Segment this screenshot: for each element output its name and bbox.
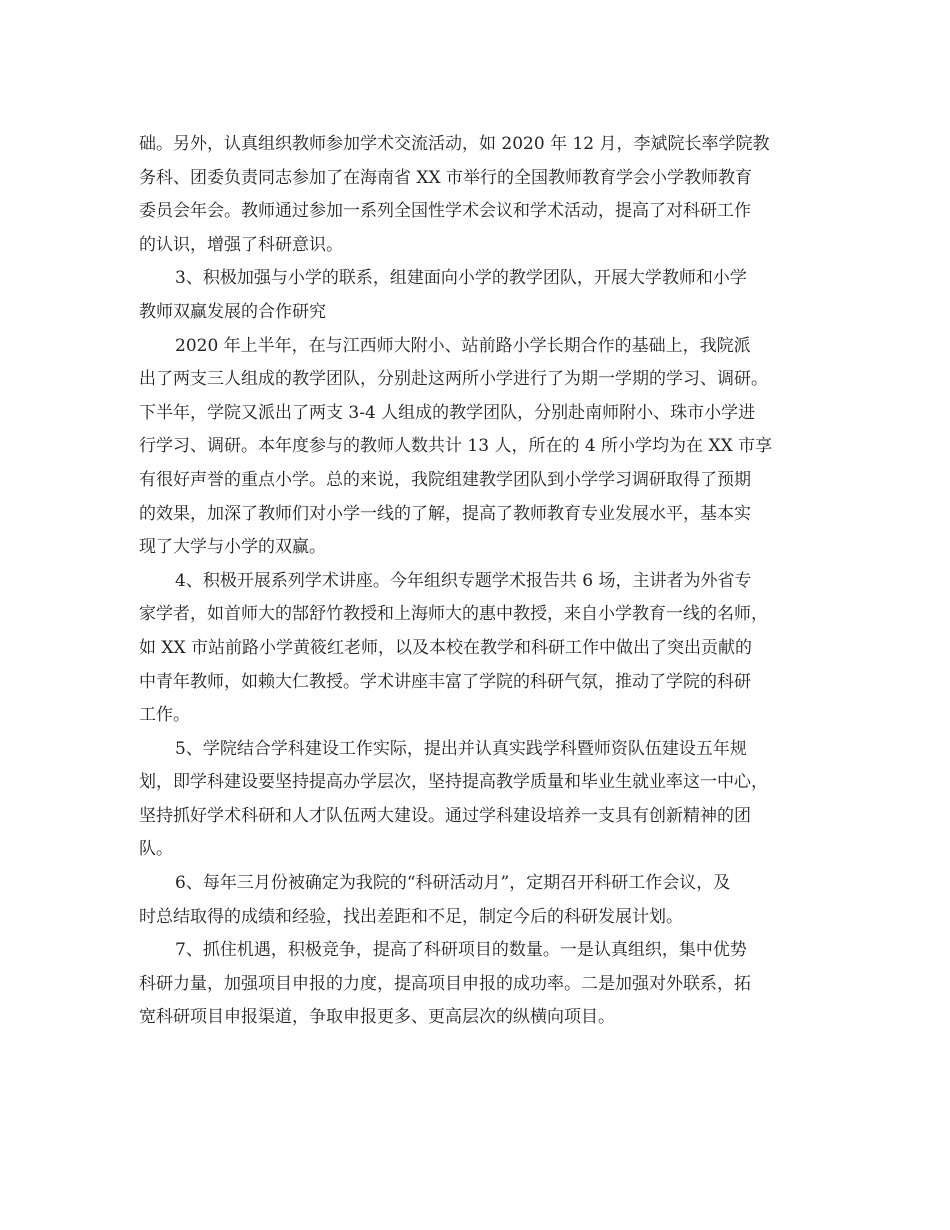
text-line: 教师双赢发展的合作研究 — [139, 301, 326, 322]
text-line: 如 XX 市站前路小学黄筱红老师，以及本校在教学和科研工作中做出了突出贡献的 — [139, 637, 753, 658]
text-line: 宽科研项目申报渠道，争取申报更多、更高层次的纵横向项目。 — [139, 1007, 615, 1028]
text-line: 有很好声誉的重点小学。总的来说，我院组建教学团队到小学学习调研取得了预期 — [139, 469, 751, 490]
text-line: 时总结取得的成绩和经验，找出差距和不足，制定今后的科研发展计划。 — [139, 906, 683, 927]
text-line: 队。 — [139, 839, 173, 860]
text-line: 工作。 — [139, 705, 190, 726]
text-line: 家学者，如首师大的郜舒竹教授和上海师大的惠中教授，来自小学教育一线的名师， — [139, 604, 768, 625]
text-line: 坚持抓好学术科研和人才队伍两大建设。通过学科建设培养一支具有创新精神的团 — [139, 805, 751, 826]
text-line: 的效果，加深了教师们对小学一线的了解，提高了教师教育专业发展水平，基本实 — [139, 503, 751, 524]
text-line: 行学习、调研。本年度参与的教师人数共计 13 人，所在的 4 所小学均为在 XX 市享 — [139, 436, 773, 457]
text-line: 委员会年会。教师通过参加一系列全国性学术会议和学术活动，提高了对科研工作 — [139, 201, 751, 222]
text-line: 出了两支三人组成的教学团队，分别赴这两所小学进行了为期一学期的学习、调研。 — [139, 369, 768, 390]
text-line: 中青年教师，如赖大仁教授。学术讲座丰富了学院的科研气氛，推动了学院的科研 — [139, 671, 751, 692]
text-line: 科研力量，加强项目申报的力度，提高项目申报的成功率。二是加强对外联系，拓 — [139, 973, 751, 994]
text-line: 5、学院结合学科建设工作实际，提出并认真实践学科暨师资队伍建设五年规 — [175, 738, 747, 759]
text-line: 2020 年上半年，在与江西师大附小、站前路小学长期合作的基础上，我院派 — [175, 335, 751, 356]
text-line: 4、积极开展系列学术讲座。今年组织专题学术报告共 6 场，主讲者为外省专 — [175, 570, 752, 591]
text-line: 下半年，学院又派出了两支 3-4 人组成的教学团队，分别赴南师附小、珠市小学进 — [139, 402, 756, 423]
text-line: 划，即学科建设要坚持提高办学层次，坚持提高教学质量和毕业生就业率这一中心， — [139, 772, 768, 793]
text-line: 的认识，增强了科研意识。 — [139, 234, 343, 255]
text-line: 务科、团委负责同志参加了在海南省 XX 市举行的全国教师教育学会小学教师教育 — [139, 167, 753, 188]
text-line-heading: 3、积极加强与小学的联系，组建面向小学的教学团队，开展大学教师和小学 — [175, 268, 747, 289]
document-body — [139, 128, 819, 1035]
text-line: 7、抓住机遇，积极竞争，提高了科研项目的数量。一是认真组织，集中优势 — [175, 940, 747, 961]
text-line: 现了大学与小学的双赢。 — [139, 537, 326, 558]
text-line: 6、每年三月份被确定为我院的“科研活动月”，定期召开科研工作会议，及 — [175, 873, 731, 894]
text-line: 础。另外，认真组织教师参加学术交流活动，如 2020 年 12 月，李斌院长率学院教 — [139, 134, 770, 154]
